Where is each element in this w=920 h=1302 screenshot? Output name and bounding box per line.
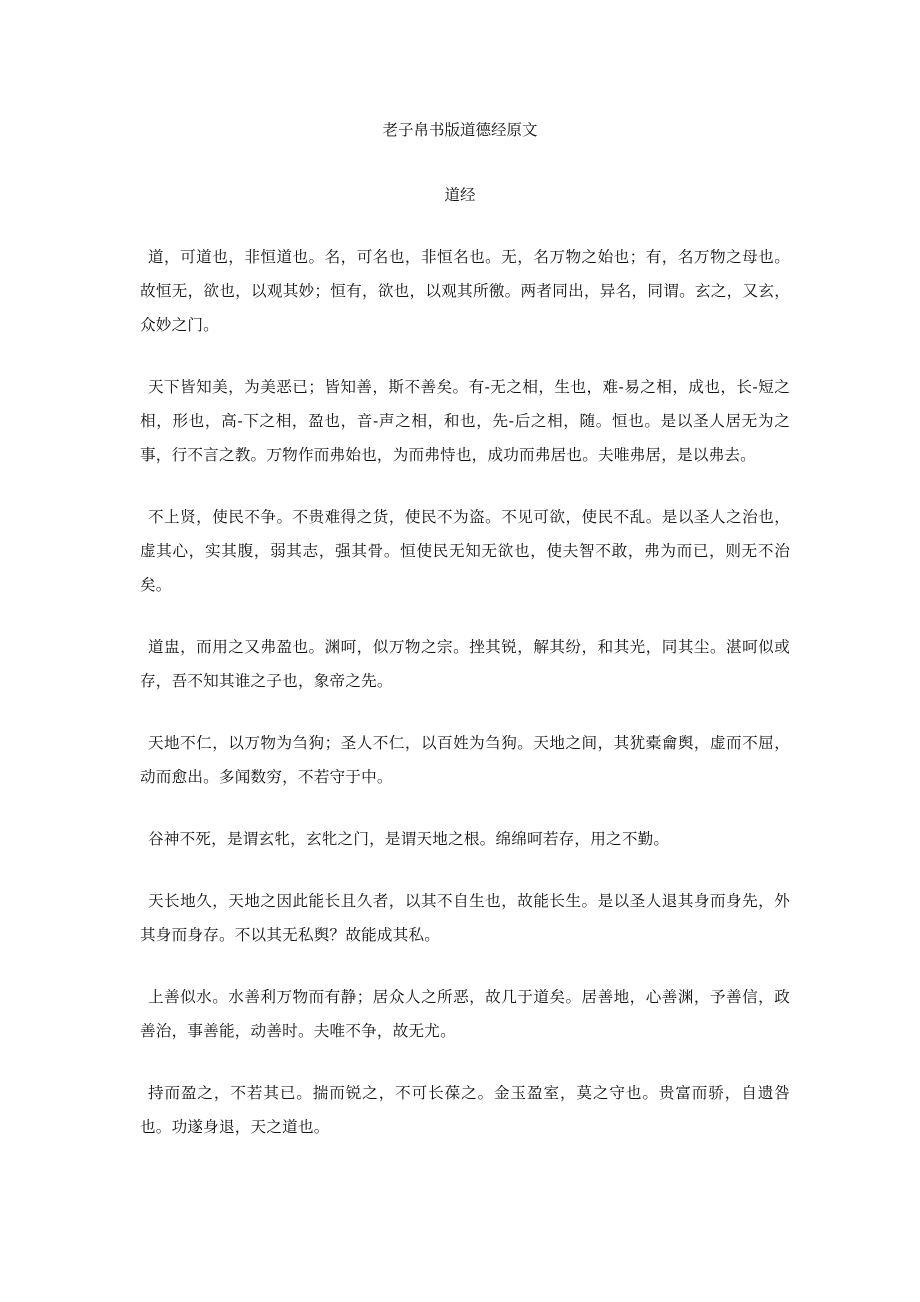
section-heading: 道经 [444,186,476,204]
paragraph-3: 不上贤，使民不争。不贵难得之货，使民不为盗。不见可欲，使民不乱。是以圣人之治也，虚其心，实其腹，弱其志，强其骨。恒使民无知无欲也，使夫智不敢，弗为而已，则无不治矣。 [140,508,790,594]
paragraph-7: 天长地久，天地之因此能长且久者，以其不自生也，故能长生。是以圣人退其身而身先，外其身而身存。不以其无私舆？故能成其私。 [140,892,790,944]
document-body [140,240,790,1172]
document-title: 老子帛书版道德经原文 [382,121,538,139]
paragraph-9: 持而盈之，不若其已。揣而锐之，不可长葆之。金玉盈室，莫之守也。贵富而骄，自遗咎也。功遂身退，天之道也。 [140,1084,790,1136]
paragraph-2: 天下皆知美，为美恶已；皆知善，斯不善矣。有-无之相，生也，难-易之相，成也，长-短之相，形也，高-下之相，盈也，音-声之相，和也，先-后之相，随。恒也。是以圣人居无为之事，行不言之教。万物作而弗始也，为而弗恃也，成功而弗居也。夫唯弗居，是以弗去。 [140,378,790,464]
paragraph-5: 天地不仁，以万物为刍狗；圣人不仁，以百姓为刍狗。天地之间，其犹橐龠舆，虚而不屈，动而愈出。多闻数穷，不若守于中。 [140,734,790,786]
paragraph-4: 道盅，而用之又弗盈也。渊呵，似万物之宗。挫其锐，解其纷，和其光，同其尘。湛呵似或存，吾不知其谁之子也，象帝之先。 [140,638,790,690]
paragraph-6: 谷神不死，是谓玄牝，玄牝之门，是谓天地之根。绵绵呵若存，用之不勤。 [148,830,670,848]
paragraph-8: 上善似水。水善利万物而有静；居众人之所恶，故几于道矣。居善地，心善渊，予善信，政善治，事善能，动善时。夫唯不争，故无尤。 [140,988,790,1040]
paragraph-1: 道，可道也，非恒道也。名，可名也，非恒名也。无，名万物之始也；有，名万物之母也。故恒无，欲也，以观其妙；恒有，欲也，以观其所徼。两者同出，异名，同谓。玄之，又玄，众妙之门。 [140,248,790,334]
